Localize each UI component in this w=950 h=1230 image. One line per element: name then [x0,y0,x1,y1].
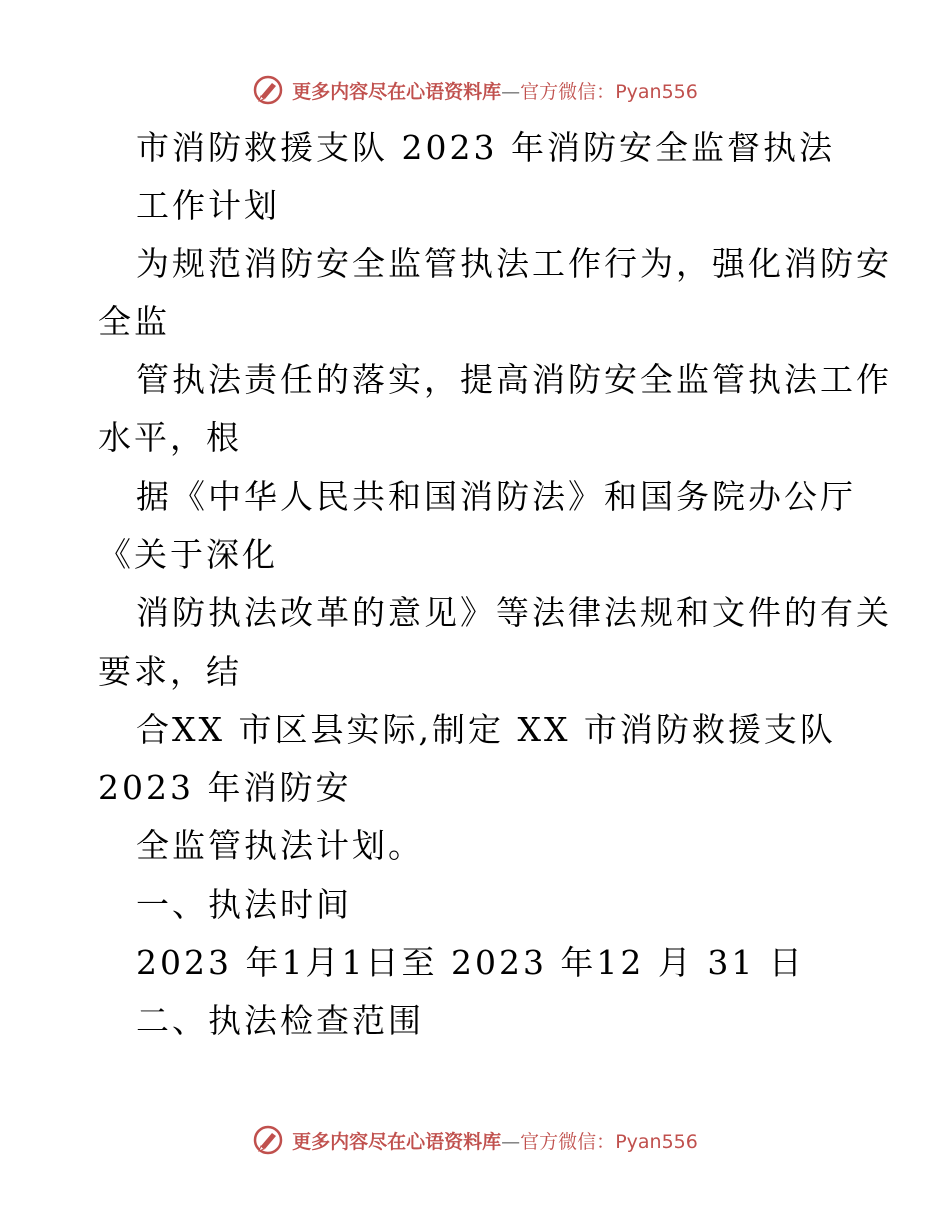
header-watermark [0,70,950,110]
footer-watermark [0,1120,950,1160]
doc-paragraph-line: 合XX 市区县实际,制定 XX 市消防救援支队 [136,710,836,749]
footer-watermark-dash: — [501,1130,521,1153]
footer-watermark-brand: 更多内容尽在心语资料库 [292,1130,502,1153]
doc-paragraph-line: 消防执法改革的意见》等法律法规和文件的有关 [136,593,892,632]
header-watermark-dash: — [501,80,521,103]
doc-paragraph-line: 管执法责任的落实，提高消防安全监管执法工作 [136,360,892,399]
doc-title-line-1: 市消防救援支队 2023 年消防安全监督执法 [136,128,835,167]
doc-paragraph-line: 《关于深化 [98,535,278,574]
section-heading-1: 一、执法时间 [136,885,352,924]
header-watermark-text [292,77,698,104]
doc-paragraph-line: 水平，根 [98,418,242,457]
pen-logo-icon [252,74,284,106]
doc-paragraph-line: 2023 年消防安 [98,768,352,807]
doc-paragraph-line: 全监 [98,302,170,341]
header-watermark-contact: 官方微信： [520,80,616,103]
header-watermark-wechat-id: Pyan556 [615,80,698,103]
footer-watermark-text [292,1127,698,1154]
doc-paragraph-line: 据《中华人民共和国消防法》和国务院办公厅 [136,477,856,516]
doc-title-line-2: 工作计划 [136,186,280,225]
doc-paragraph-line: 要求，结 [98,652,242,691]
header-watermark-brand: 更多内容尽在心语资料库 [292,80,502,103]
footer-watermark-wechat-id: Pyan556 [615,1130,698,1153]
section-heading-2: 二、执法检查范围 [136,1001,424,1040]
footer-watermark-contact: 官方微信： [520,1130,616,1153]
date-range-line: 2023 年1月1日至 2023 年12 月 31 日 [136,943,805,982]
pen-logo-icon [252,1124,284,1156]
doc-paragraph-line: 全监管执法计划。 [136,826,424,865]
doc-paragraph-line: 为规范消防安全监管执法工作行为，强化消防安 [136,244,892,283]
